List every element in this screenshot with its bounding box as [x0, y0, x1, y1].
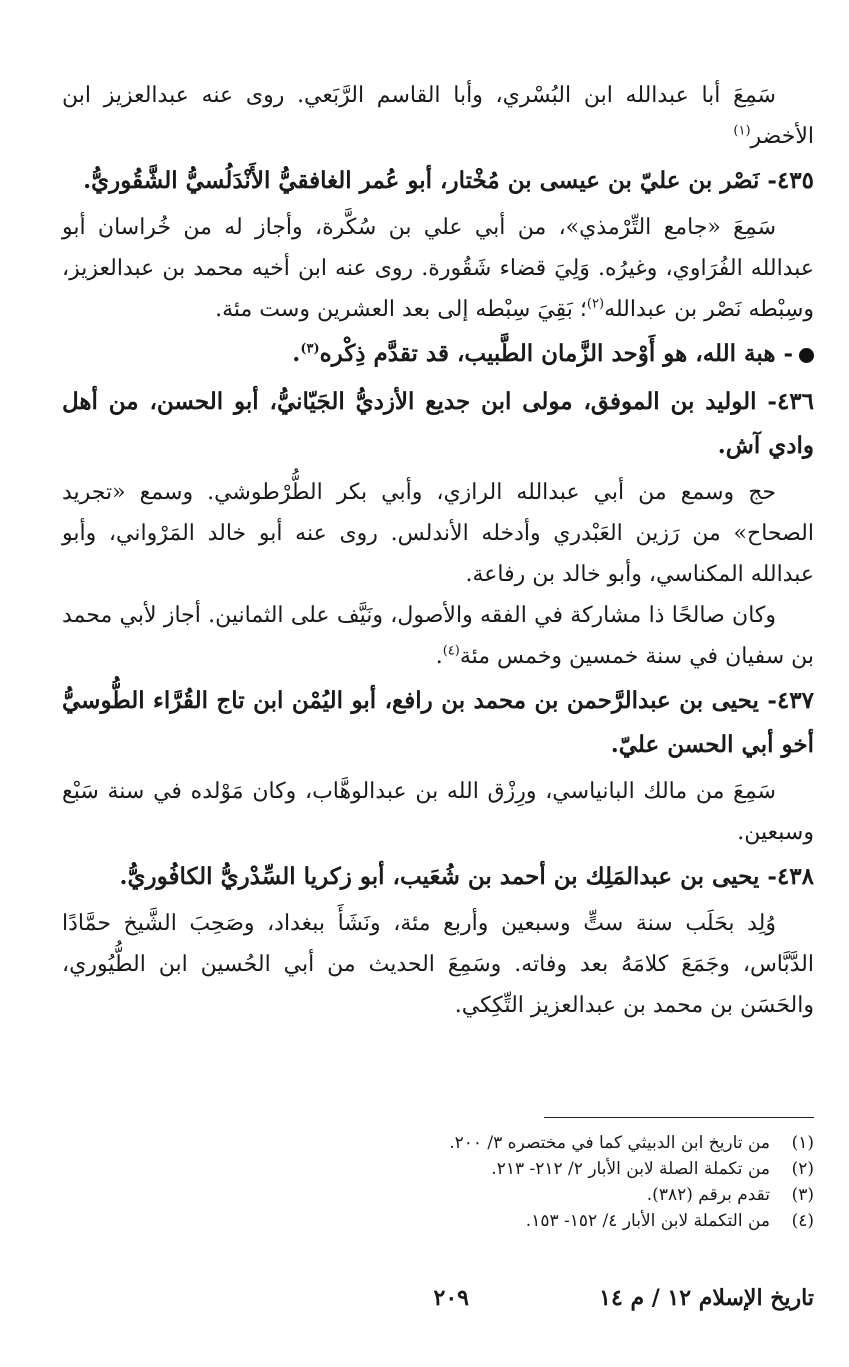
- paragraph-text: سَمِعَ «جامع التِّرْمذي»، من أبي علي بن سُكَّرة، وأجاز له من خُراسان أبو عبدالله الفُرَاوي، وغيرُه. وَلِيَ قضاء شَقُورة. روى عنه ابن أخيه محمد بن عبدالعزيز، وسِبْطه نَصْر بن عبدالله: [62, 215, 814, 322]
- footnote-2: [62, 1156, 814, 1182]
- footnote-number: (٣): [791, 1185, 814, 1205]
- entry-heading: [62, 159, 814, 203]
- paragraph-text: ٤٣٧- يحيى بن عبدالرَّحمن بن محمد بن رافع، أبو اليُمْن ابن تاج القُرَّاء الطُّوسيُّ أخو أبي الحسن عليّ.: [62, 687, 814, 758]
- paragraph-text: سَمِعَ من مالك البانياسي، ورِزْق الله بن عبدالوهَّاب، وكان مَوْلده في سنة سَبْع وسبعين.: [62, 779, 814, 845]
- footnote-text: من التكملة لابن الأبار ٤/ ١٥٢- ١٥٣.: [525, 1211, 770, 1231]
- footnote-reference: (٣): [300, 341, 320, 357]
- paragraph: [62, 75, 814, 157]
- paragraph-tail-text: ؛ بَقِيَ سِبْطه إلى بعد العشرين وست مئة.: [215, 297, 587, 322]
- footnote-reference: (٤): [442, 643, 460, 659]
- paragraph-text: ٤٣٥- نَصْر بن عليّ بن عيسى بن مُخْتار، أبو عُمر الغافقيُّ الأَنْدَلُسيُّ الشَّقُوريُّ.: [83, 167, 814, 194]
- entry-heading: [62, 380, 814, 468]
- footnote-text: تقدم برقم (٣٨٢).: [646, 1185, 770, 1205]
- paragraph: [62, 472, 814, 595]
- footnote-number: (١): [791, 1133, 814, 1153]
- book-volume-label: تاريخ الإسلام ١٢ / م ١٤: [599, 1285, 814, 1311]
- footnote-1: [62, 1130, 814, 1156]
- footnote-reference: (٢): [586, 296, 605, 312]
- paragraph-text: ٤٣٨- يحيى بن عبدالمَلِك بن أحمد بن شُعَيب، أبو زكريا السِّدْريُّ الكافُوريُّ.: [119, 863, 814, 890]
- footnote-4: [62, 1208, 814, 1234]
- page-number: ٢٠٩: [433, 1285, 469, 1311]
- footnote-text: من تكملة الصلة لابن الأبار ٢/ ٢١٢- ٢١٣.: [491, 1159, 770, 1179]
- paragraph-text: وُلِد بحَلَب سنة ستٍّ وسبعين وأربع مئة، ونَشَأَ ببغداد، وصَحِبَ الشَّيخ حمَّادًا الدَّبَّاس، وجَمَعَ كلامَهُ بعد وفاته. وسَمِعَ الحديث من أبي الحُسين ابن الطُّيُوري، والحَسَن بن محمد بن عبدالعزيز التِّكِكي.: [62, 911, 815, 1018]
- footnote-number: (٤): [791, 1211, 814, 1231]
- footnote-3: [62, 1182, 814, 1208]
- paragraph-text: حج وسمع من أبي عبدالله الرازي، وأبي بكر الطُّرْطوشي. وسمع «تجريد الصحاح» من رَزين العَبْدري وأدخله الأندلس. روى عنه أبو خالد المَرْواني، وأبو عبدالله المكناسي، وأبو خالد بن رفاعة.: [62, 480, 814, 587]
- paragraph: [62, 771, 814, 853]
- paragraph-tail-text: .: [292, 340, 301, 367]
- entry-heading: [62, 855, 814, 899]
- footnote-reference: (١): [733, 123, 751, 139]
- footnote-divider: [544, 1117, 814, 1118]
- paragraph: [62, 595, 814, 677]
- entry-heading: [62, 679, 814, 767]
- page-footer: [62, 1285, 814, 1325]
- footnote-text: من تاريخ ابن الدبيثي كما في مختصره ٣/ ٢٠٠.: [449, 1133, 770, 1153]
- paragraph-tail-text: .: [435, 644, 443, 669]
- paragraph: [62, 903, 814, 1026]
- entry-heading: [62, 332, 814, 376]
- bullet-dot-icon: [799, 348, 814, 363]
- paragraph-text: وكان صالحًا ذا مشاركة في الفقه والأصول، ونَيَّف على الثمانين. أجاز لأبي محمد بن سفيان في سنة خمسين وخمس مئة: [62, 603, 814, 669]
- paragraph-text: - هبة الله، هو أَوْحد الزَّمان الطَّبيب، قد تقدَّم ذِكْره: [319, 340, 793, 367]
- paragraph-text: ٤٣٦- الوليد بن الموفق، مولى ابن جديع الأزديُّ الجَيّانيُّ، أبو الحسن، من أهل وادي آش.: [62, 388, 814, 459]
- body-text: [62, 75, 814, 1026]
- paragraph: [62, 207, 814, 330]
- footnote-number: (٢): [791, 1159, 814, 1179]
- footnotes: [62, 1130, 814, 1234]
- paragraph-text: سَمِعَ أبا عبدالله ابن البُسْري، وأبا القاسم الرَّبَعي. روى عنه عبدالعزيز ابن الأخضر: [62, 83, 814, 149]
- page-content: [62, 75, 814, 1345]
